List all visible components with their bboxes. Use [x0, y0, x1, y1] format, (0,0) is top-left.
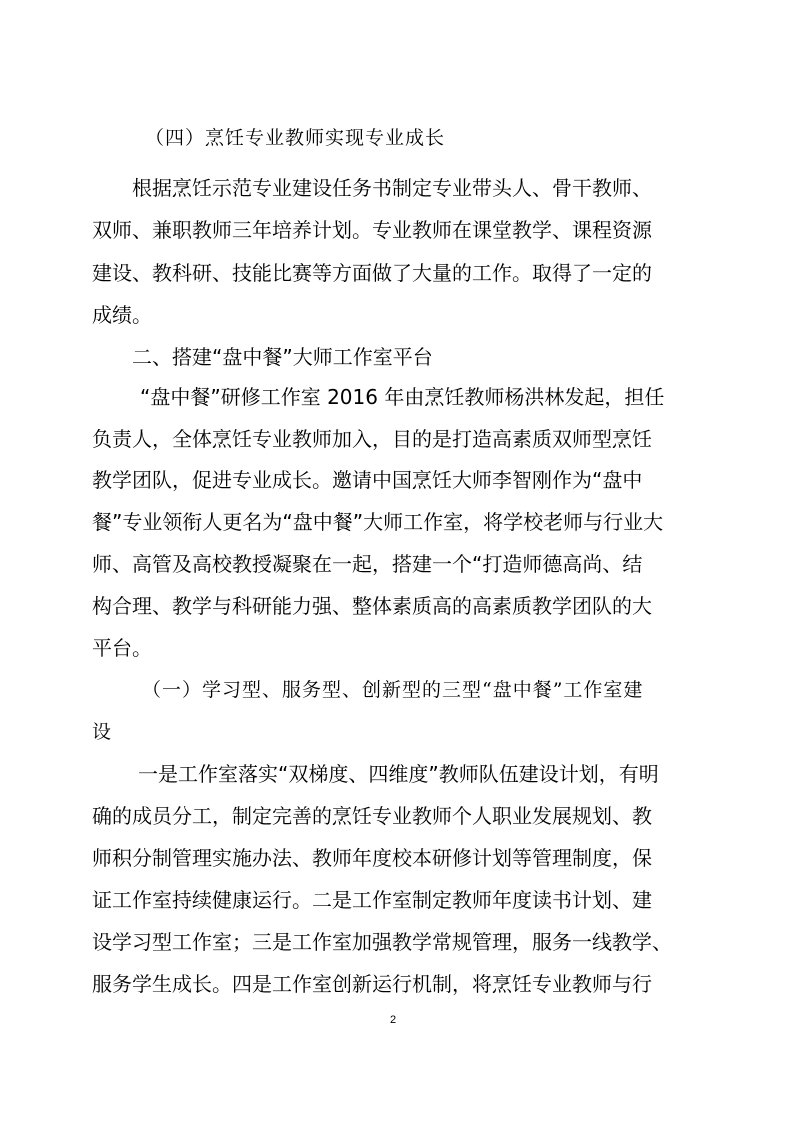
paragraph-two-line-7: 平台。 — [92, 636, 152, 660]
paragraph-three-line-4: 证工作室持续健康运行。二是工作室制定教师年度读书计划、建 — [92, 888, 652, 912]
paragraph-two-line-1: “盘中餐”研修工作室 2016 年由烹饪教师杨洪林发起，担任 — [140, 385, 665, 409]
paragraph-one-line-2: 双师、兼职教师三年培养计划。专业教师在课堂教学、课程资源 — [92, 218, 652, 242]
subsection-one-heading-line-1: （一）学习型、服务型、创新型的三型“盘中餐”工作室建 — [142, 679, 644, 701]
paragraph-three-line-1: 一是工作室落实“双梯度、四维度”教师队伍建设计划，有明 — [138, 762, 659, 786]
paragraph-two-line-3: 教学团队，促进专业成长。邀请中国烹饪大师李智刚作为“盘中 — [92, 468, 643, 492]
subsection-one-heading-line-2: 设 — [92, 721, 113, 743]
paragraph-two-line-5: 师、高管及高校教授凝聚在一起，搭建一个“打造师德高尚、结 — [92, 552, 643, 576]
paragraph-two-line-4: 餐”专业领衔人更名为“盘中餐”大师工作室，将学校老师与行业大 — [92, 510, 664, 534]
section-two-heading: 二、搭建“盘中餐”大师工作室平台 — [132, 345, 433, 369]
paragraph-one-line-3: 建设、教科研、技能比赛等方面做了大量的工作。取得了一定的 — [92, 261, 652, 285]
paragraph-two-line-6: 构合理、教学与科研能力强、整体素质高的高素质教学团队的大 — [92, 594, 652, 618]
paragraph-one-line-1: 根据烹饪示范专业建设任务书制定专业带头人、骨干教师、 — [132, 176, 652, 200]
paragraph-one-line-4: 成绩。 — [92, 303, 152, 327]
page-number: 2 — [390, 1014, 397, 1026]
paragraph-three-line-2: 确的成员分工，制定完善的烹饪专业教师个人职业发展规划、教 — [92, 804, 652, 828]
paragraph-three-line-5: 设学习型工作室；三是工作室加强教学常规管理，服务一线教学、 — [92, 930, 672, 954]
paragraph-three-line-3: 师积分制管理实施办法、教师年度校本研修计划等管理制度，保 — [92, 846, 652, 870]
paragraph-three-line-6: 服务学生成长。四是工作室创新运行机制，将烹饪专业教师与行 — [92, 972, 652, 996]
section-four-heading: （四）烹饪专业教师实现专业成长 — [145, 127, 446, 149]
paragraph-two-line-2: 负责人，全体烹饪专业教师加入，目的是打造高素质双师型烹饪 — [92, 427, 652, 451]
